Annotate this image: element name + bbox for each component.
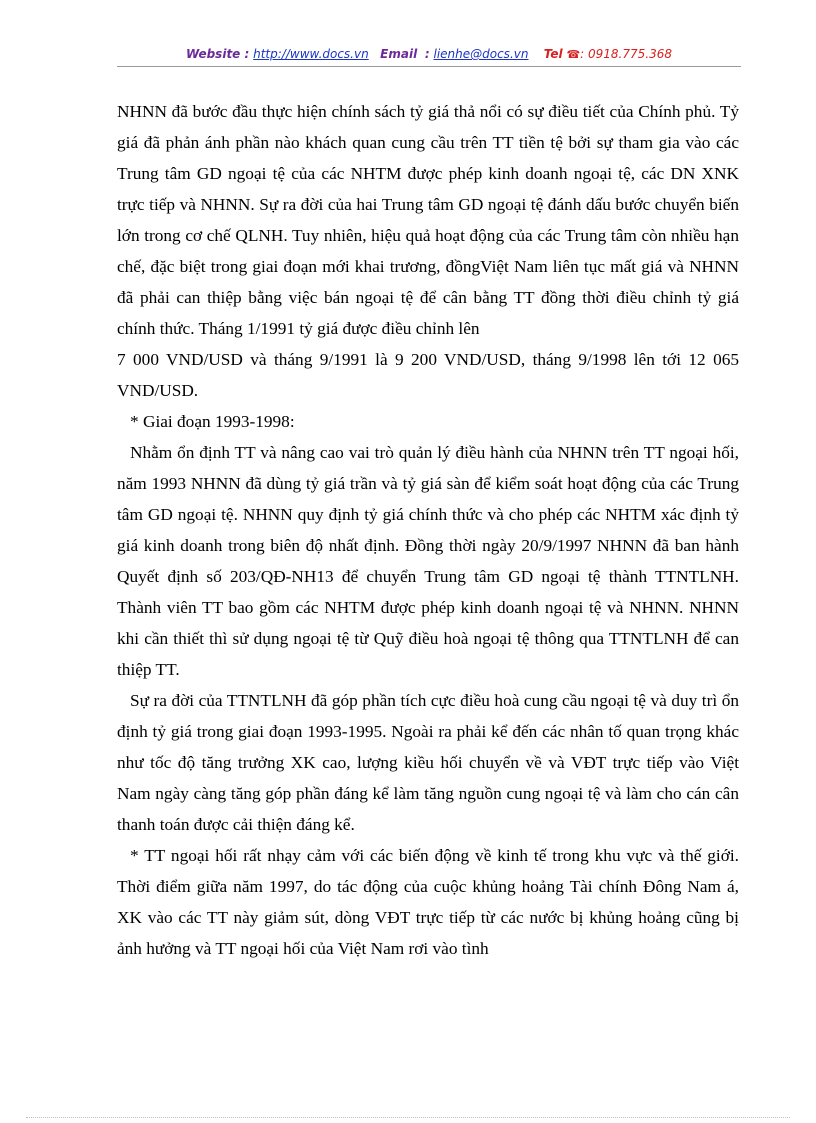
paragraph-2: 7 000 VND/USD và tháng 9/1991 là 9 200 VND/USD, tháng 9/1998 lên tới 12 065 VND/USD. [117,350,739,400]
website-link[interactable]: http://www.docs.vn [253,47,369,61]
paragraph-1: NHNN đã bước đầu thực hiện chính sách tỷ giá thả nổi có sự điều tiết của Chính phủ. Tỷ giá đã phản ánh phần nào khách quan cung cầu trên TT tiền tệ bởi sự tham gia vào các Trung tâm GD ngoại tệ của các NHTM được phép kinh doanh ngoại tệ, các DN XNK trực tiếp và NHNN. Sự ra đời của hai Trung tâm GD ngoại tệ đánh dấu bước chuyển biến lớn trong cơ chế QLNH. Tuy nhiên, hiệu quả hoạt động của các Trung tâm còn nhiều hạn chế, đặc biệt trong giai đoạn mới khai trương, đồngViệt Nam liên tục mất giá và NHNN đã phải can thiệp bằng việc bán ngoại tệ để cân bằng TT đồng thời điều chỉnh tỷ giá chính thức. Tháng 1/1991 tỷ giá được điều chỉnh lên [117,102,739,338]
website-label: Website : [185,47,250,61]
tel-label: Tel [543,47,563,61]
page-header [117,47,741,67]
email-label: Email [380,47,418,61]
document-body [117,96,739,964]
header-divider [117,66,741,67]
phone-icon: ☎ [566,48,581,61]
paragraph-3: Nhằm ổn định TT và nâng cao vai trò quản lý điều hành của NHNN trên TT ngoại hối, năm 1993 NHNN đã dùng tỷ giá trần và tỷ giá sàn để kiểm soát hoạt động của các Trung tâm GD ngoại tệ. NHNN quy định tỷ giá chính thức và cho phép các NHTM xác định tỷ giá kinh doanh trong biên độ nhất định. Đồng thời ngày 20/9/1997 NHNN đã ban hành Quyết định số 203/QĐ-NH13 để chuyển Trung tâm GD ngoại tệ thành TTNTLNH. Thành viên TT bao gồm các NHTM được phép kinh doanh ngoại tệ và NHNN. NHNN khi cần thiết thì sử dụng ngoại tệ từ Quỹ điều hoà ngoại tệ thông qua TTNTLNH để can thiệp TT. [117,443,739,679]
page-bottom-border [26,1117,790,1118]
paragraph-4: Sự ra đời của TTNTLNH đã góp phần tích cực điều hoà cung cầu ngoại tệ và duy trì ổn định tỷ giá trong giai đoạn 1993-1995. Ngoài ra phải kể đến các nhân tố quan trọng khác như tốc độ tăng trưởng XK cao, lượng kiều hối chuyển về và VĐT trực tiếp vào Việt Nam ngày càng tăng góp phần đáng kể làm tăng nguồn cung ngoại tệ và làm cho cán cân thanh toán được cải thiện đáng kể. [117,691,739,834]
tel-value: : 0918.775.368 [580,47,672,61]
email-separator: : [424,47,430,61]
paragraph-5: * TT ngoại hối rất nhạy cảm với các biến động về kinh tế trong khu vực và thế giới. Thời điểm giữa năm 1997, do tác động của cuộc khủng hoảng Tài chính Đông Nam á, XK vào các TT này giảm sút, dòng VĐT trực tiếp từ các nước bị khủng hoảng cũng bị ảnh hưởng và TT ngoại hối của Việt Nam rơi vào tình [117,846,739,958]
section-heading: * Giai đoạn 1993-1998: [130,412,295,431]
email-link[interactable]: lienhe@docs.vn [433,47,529,61]
